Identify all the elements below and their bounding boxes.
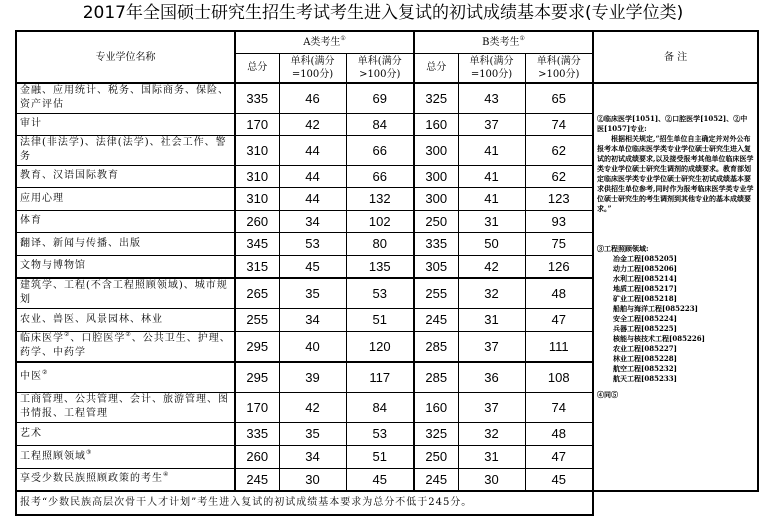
header-b-total: 总分 [414, 53, 458, 83]
note-2-head: ②临床医学[1051]、②口腔医学[1052]、②中医[1057]专业: [597, 114, 748, 133]
note-3-item: 船舶与海洋工程[085223] [613, 304, 698, 313]
a-single-gt100: 69 [346, 83, 414, 113]
a-total: 170 [235, 392, 279, 422]
major-name: 工程照顾领域③ [16, 445, 235, 468]
a-total: 255 [235, 308, 279, 331]
b-total: 300 [414, 187, 458, 210]
b-total: 300 [414, 135, 458, 165]
header-a-single-gt100: 单科(满分>100分) [346, 53, 414, 83]
a-total: 310 [235, 165, 279, 187]
a-single100: 30 [279, 468, 346, 491]
a-single-gt100: 53 [346, 278, 414, 308]
b-single-gt100: 62 [525, 135, 593, 165]
header-a-single100: 单科(满分=100分) [279, 53, 346, 83]
b-total: 325 [414, 422, 458, 445]
header-notes: 备 注 [593, 31, 758, 83]
b-single100: 37 [458, 331, 525, 362]
b-single100: 43 [458, 83, 525, 113]
major-name: 法律(非法学)、法律(法学)、社会工作、警务 [16, 135, 235, 165]
b-total: 325 [414, 83, 458, 113]
b-total: 160 [414, 392, 458, 422]
major-name: 教育、汉语国际教育 [16, 165, 235, 187]
a-single-gt100: 51 [346, 308, 414, 331]
a-total: 315 [235, 255, 279, 278]
note-3-item: 航空工程[085232] [613, 364, 677, 373]
b-total: 245 [414, 468, 458, 491]
major-name: 享受少数民族照顾政策的考生④ [16, 468, 235, 491]
a-single-gt100: 66 [346, 135, 414, 165]
a-single100: 42 [279, 392, 346, 422]
a-single100: 44 [279, 165, 346, 187]
footer-note: 报考“少数民族高层次骨干人才计划”考生进入复试的初试成绩基本要求为总分不低于245分。 [16, 491, 593, 515]
b-single100: 36 [458, 362, 525, 392]
note-3-item: 林业工程[085228] [613, 354, 677, 363]
a-single-gt100: 102 [346, 210, 414, 232]
b-total: 160 [414, 113, 458, 135]
a-total: 170 [235, 113, 279, 135]
b-total: 300 [414, 165, 458, 187]
a-single100: 42 [279, 113, 346, 135]
note-3-item: 地质工程[085217] [613, 284, 677, 293]
a-single-gt100: 84 [346, 113, 414, 135]
a-single-gt100: 53 [346, 422, 414, 445]
a-single-gt100: 120 [346, 331, 414, 362]
a-total: 260 [235, 210, 279, 232]
b-single100: 32 [458, 278, 525, 308]
b-single-gt100: 74 [525, 392, 593, 422]
b-total: 335 [414, 232, 458, 255]
b-single-gt100: 47 [525, 308, 593, 331]
b-single100: 42 [458, 255, 525, 278]
b-total: 285 [414, 362, 458, 392]
b-single100: 41 [458, 187, 525, 210]
b-single-gt100: 47 [525, 445, 593, 468]
b-single-gt100: 108 [525, 362, 593, 392]
header-a-total: 总分 [235, 53, 279, 83]
b-total: 255 [414, 278, 458, 308]
note-3-item: 兵器工程[085225] [613, 324, 677, 333]
note-3-item: 冶金工程[085205] [613, 254, 677, 263]
header-group-b: B类考生① [414, 31, 593, 53]
a-single100: 34 [279, 210, 346, 232]
a-single100: 45 [279, 255, 346, 278]
major-name: 中医② [16, 362, 235, 392]
a-total: 335 [235, 422, 279, 445]
b-single100: 30 [458, 468, 525, 491]
b-single100: 37 [458, 392, 525, 422]
b-single100: 31 [458, 445, 525, 468]
b-single-gt100: 48 [525, 422, 593, 445]
note-3-item: 矿业工程[085218] [613, 294, 677, 303]
b-single-gt100: 93 [525, 210, 593, 232]
note-3-item: 核能与核技术工程[085226] [613, 334, 705, 343]
header-b-single100: 单科(满分=100分) [458, 53, 525, 83]
note-4: ④同⑤ [597, 390, 619, 399]
major-name: 翻译、新闻与传播、出版 [16, 232, 235, 255]
b-total: 285 [414, 331, 458, 362]
b-single100: 31 [458, 308, 525, 331]
b-single-gt100: 126 [525, 255, 593, 278]
major-name: 审计 [16, 113, 235, 135]
b-single-gt100: 74 [525, 113, 593, 135]
b-single100: 41 [458, 135, 525, 165]
a-single-gt100: 135 [346, 255, 414, 278]
header-b-single-gt100: 单科(满分>100分) [525, 53, 593, 83]
a-total: 335 [235, 83, 279, 113]
major-name: 艺术 [16, 422, 235, 445]
b-single-gt100: 75 [525, 232, 593, 255]
a-single-gt100: 117 [346, 362, 414, 392]
b-single100: 50 [458, 232, 525, 255]
major-name: 金融、应用统计、税务、国际商务、保险、资产评估 [16, 83, 235, 113]
major-name: 文物与博物馆 [16, 255, 235, 278]
score-requirements-table [15, 30, 759, 516]
a-total: 295 [235, 331, 279, 362]
a-total: 345 [235, 232, 279, 255]
a-single100: 35 [279, 422, 346, 445]
a-total: 245 [235, 468, 279, 491]
a-single100: 53 [279, 232, 346, 255]
major-name: 体育 [16, 210, 235, 232]
note-3-item: 航天工程[085233] [613, 374, 677, 383]
a-total: 260 [235, 445, 279, 468]
major-name: 农业、兽医、风景园林、林业 [16, 308, 235, 331]
b-single-gt100: 111 [525, 331, 593, 362]
b-total: 305 [414, 255, 458, 278]
b-single100: 31 [458, 210, 525, 232]
b-total: 250 [414, 445, 458, 468]
b-single-gt100: 65 [525, 83, 593, 113]
major-name: 工商管理、公共管理、会计、旅游管理、图书情报、工程管理 [16, 392, 235, 422]
b-single100: 32 [458, 422, 525, 445]
a-single-gt100: 80 [346, 232, 414, 255]
major-name: 建筑学、工程(不含工程照顾领域)、城市规划 [16, 278, 235, 308]
note-3-head: ③工程照顾领域: [597, 244, 649, 253]
note-3-item: 水利工程[085214] [613, 274, 677, 283]
a-single100: 40 [279, 331, 346, 362]
a-single100: 44 [279, 187, 346, 210]
b-total: 245 [414, 308, 458, 331]
a-single-gt100: 45 [346, 468, 414, 491]
note-3-item: 农业工程[085227] [613, 344, 677, 353]
note-3-item: 动力工程[085206] [613, 264, 677, 273]
a-single-gt100: 84 [346, 392, 414, 422]
a-single-gt100: 132 [346, 187, 414, 210]
table-row [16, 83, 758, 113]
b-single-gt100: 123 [525, 187, 593, 210]
b-single-gt100: 62 [525, 165, 593, 187]
note-2-body: 根据相关规定,“招生单位自主确定并对外公布报考本单位临床医学类专业学位硕士研究生进入复试的初试成绩要求,以及接受报考其他单位临床医学类专业学位硕士研究生调剂的成绩要求。教育部划定临床医学类专业学位硕士研究生初试成绩基本要求供招生单位参考,同时作为报考临床医学类专业学位硕士研究生的考生调剂到其他专业的基本成绩要求。” [597, 134, 754, 213]
a-single100: 34 [279, 445, 346, 468]
a-total: 295 [235, 362, 279, 392]
a-total: 265 [235, 278, 279, 308]
a-total: 310 [235, 187, 279, 210]
b-single-gt100: 45 [525, 468, 593, 491]
header-major-name: 专业学位名称 [16, 31, 235, 83]
major-name: 应用心理 [16, 187, 235, 210]
notes-cell [593, 83, 758, 491]
a-total: 310 [235, 135, 279, 165]
a-single100: 44 [279, 135, 346, 165]
a-single-gt100: 66 [346, 165, 414, 187]
footer-row [16, 491, 758, 515]
b-single100: 37 [458, 113, 525, 135]
b-single-gt100: 48 [525, 278, 593, 308]
a-single100: 46 [279, 83, 346, 113]
major-name: 临床医学②、口腔医学②、公共卫生、护理、药学、中药学 [16, 331, 235, 362]
b-single100: 41 [458, 165, 525, 187]
a-single100: 39 [279, 362, 346, 392]
note-3-item: 安全工程[085224] [613, 314, 677, 323]
a-single100: 35 [279, 278, 346, 308]
b-total: 250 [414, 210, 458, 232]
a-single100: 34 [279, 308, 346, 331]
page-title: 2017年全国硕士研究生招生考试考生进入复试的初试成绩基本要求(专业学位类) [82, 3, 684, 23]
header-group-a: A类考生① [235, 31, 414, 53]
a-single-gt100: 51 [346, 445, 414, 468]
